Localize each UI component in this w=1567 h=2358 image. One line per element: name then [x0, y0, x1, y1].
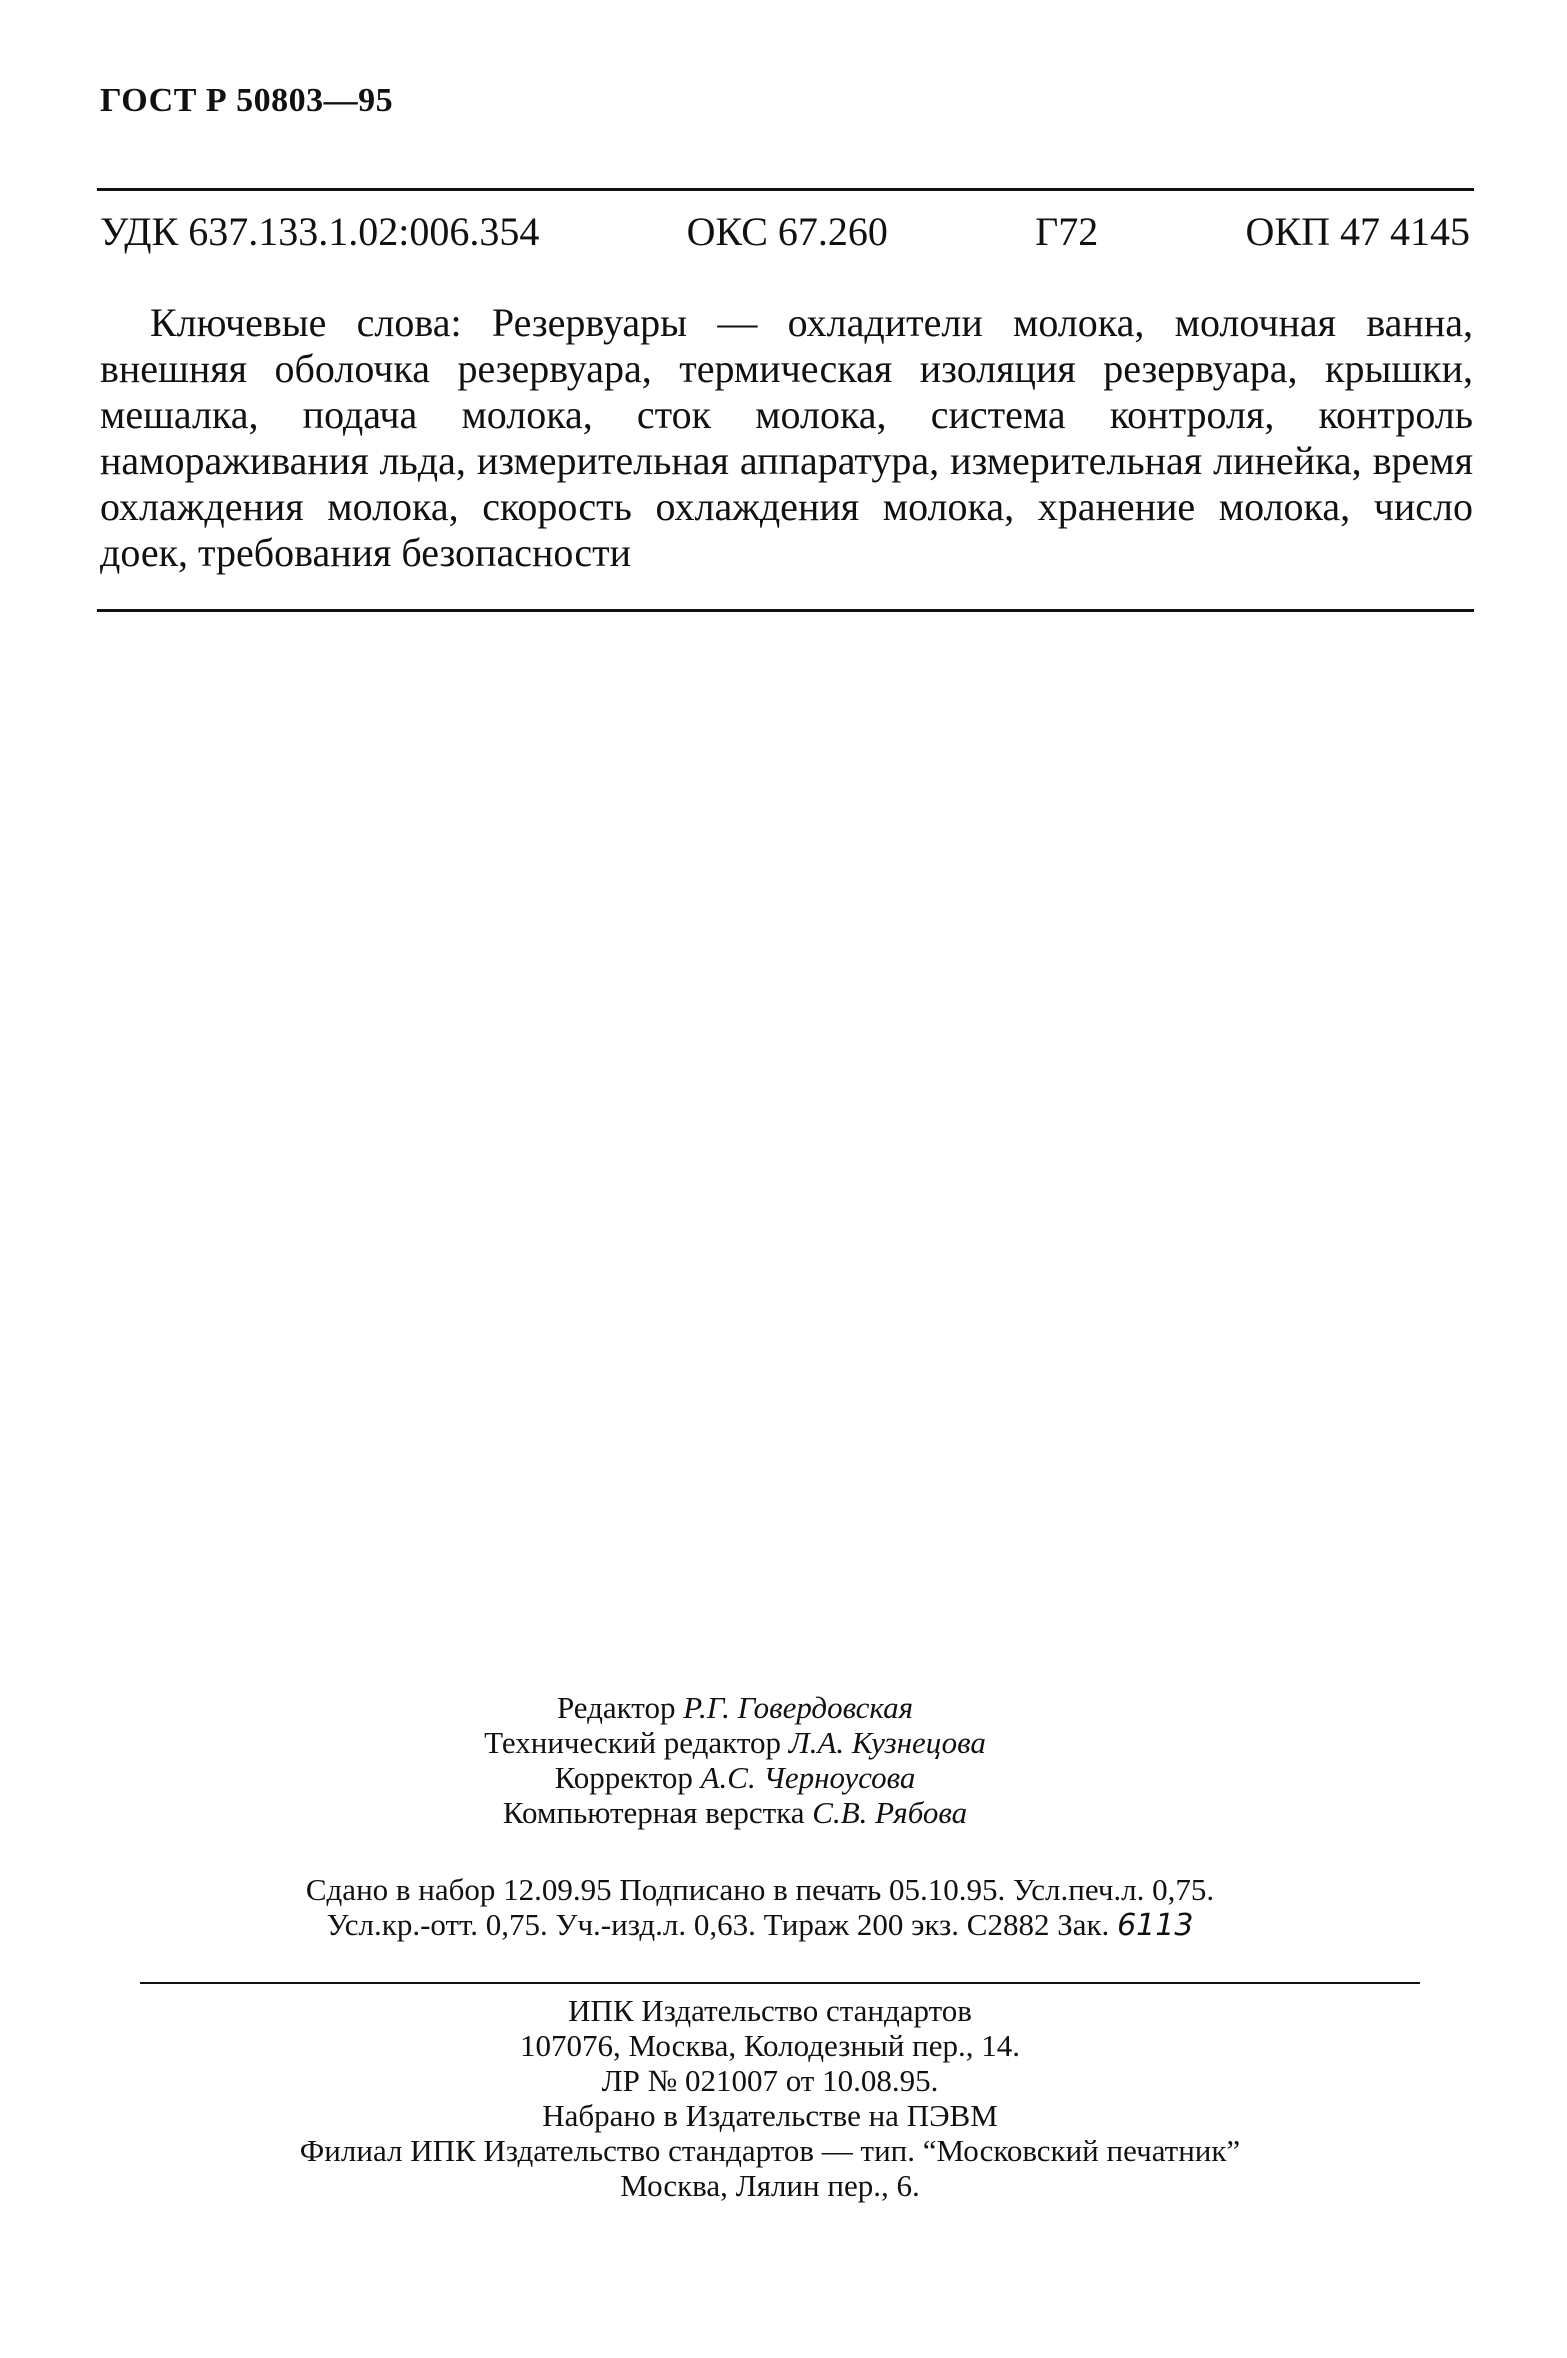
publisher-line: Москва, Лялин пер., 6.: [620, 2168, 920, 2203]
publisher-divider: [140, 1982, 1420, 1984]
oks-code: ОКС 67.260: [686, 209, 888, 254]
keywords-divider: [97, 609, 1474, 612]
order-number: 6113: [1117, 1908, 1194, 1943]
publisher-line: ЛР № 021007 от 10.08.95.: [601, 2063, 939, 2098]
credit-role: Технический редактор: [484, 1725, 781, 1760]
credit-technical-editor: [200, 1725, 1270, 1760]
credit-name: С.В. Рябова: [812, 1795, 968, 1830]
credit-editor: [200, 1690, 1270, 1725]
print-info-line: Сдано в набор 12.09.95 Подписано в печать 05.10.95. Усл.печ.л. 0,75.: [305, 1872, 1215, 1907]
publisher-line: 107076, Москва, Колодезный пер., 14.: [520, 2028, 1020, 2063]
standard-code: ГОСТ Р 50803—95: [100, 82, 394, 119]
credit-role: Компьютерная верстка: [502, 1795, 805, 1830]
publisher-line: Филиал ИПК Издательство стандартов — тип. “Московский печатник”: [299, 2133, 1241, 2168]
okp-code: ОКП 47 4145: [1245, 209, 1470, 254]
credit-layout: [200, 1795, 1270, 1830]
credit-name: Р.Г. Говердовская: [683, 1690, 914, 1725]
group-code: Г72: [1035, 209, 1099, 254]
udk-code: УДК 637.133.1.02:006.354: [100, 209, 540, 254]
print-info-block: [150, 1872, 1370, 1943]
credit-name: А.С. Черноусова: [700, 1760, 916, 1795]
credit-name: Л.А. Кузнецова: [788, 1725, 986, 1760]
credit-proofreader: [200, 1760, 1270, 1795]
credit-role: Корректор: [554, 1760, 693, 1795]
classification-row: [100, 208, 1470, 255]
publisher-line: ИПК Издательство стандартов: [568, 1993, 972, 2028]
publisher-line: Набрано в Издательстве на ПЭВМ: [542, 2098, 998, 2133]
credits-block: [200, 1690, 1270, 1830]
print-info-line: [150, 1907, 1370, 1943]
publisher-block: [150, 1993, 1390, 2203]
credit-role: Редактор: [556, 1690, 676, 1725]
keywords-paragraph: Ключевые слова: Резервуары — охладители молока, молочная ванна, внешняя оболочка резервуара, термическая изоляция резервуара, крышки, мешалка, подача молока, сток молока, система контроля, контроль намораживания льда, измерительная аппаратура, измерительная линейка, время охлаждения молока, скорость охлаждения молока, хранение молока, число доек, требования безопасности: [100, 300, 1473, 575]
print-info-text: Усл.кр.-отт. 0,75. Уч.-изд.л. 0,63. Тираж 200 экз. С2882 Зак.: [326, 1907, 1110, 1942]
top-divider: [97, 188, 1474, 191]
